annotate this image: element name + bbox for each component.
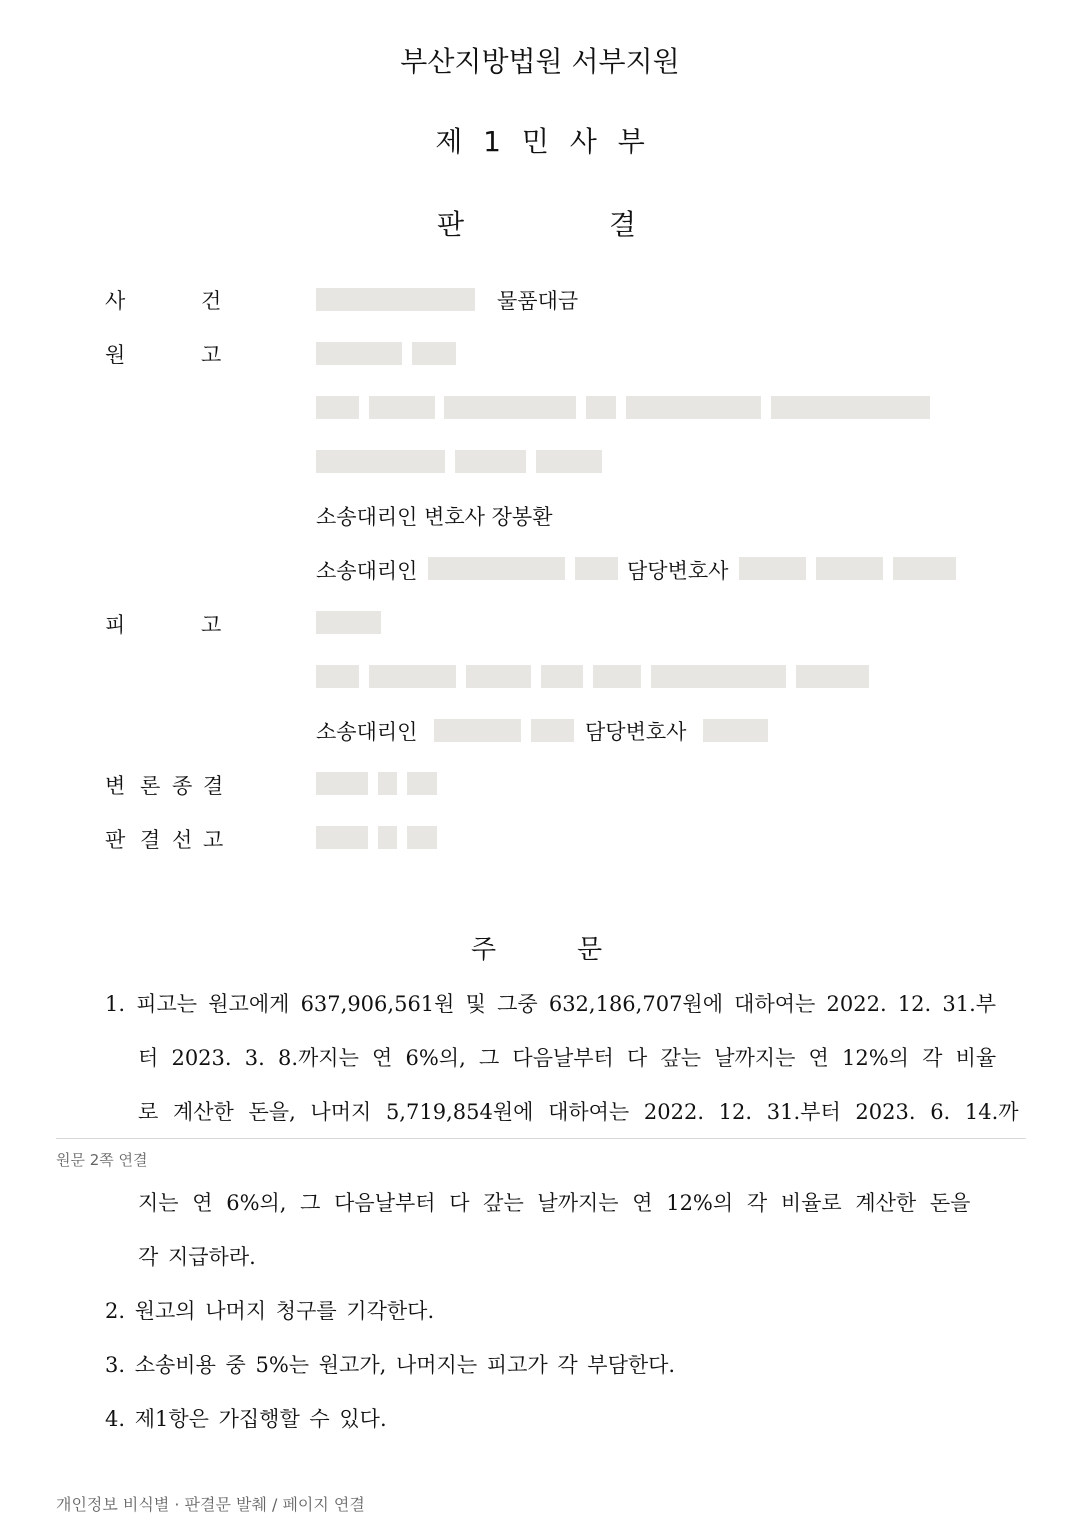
redaction-plaintiff-address xyxy=(316,396,359,419)
redaction-plaintiff-address xyxy=(369,396,435,419)
redaction-defendant-address xyxy=(316,665,359,688)
redaction-law-firm xyxy=(575,557,618,580)
redaction-closing-date xyxy=(316,772,368,795)
redaction-defendant-address xyxy=(796,665,869,688)
redaction-plaintiff-address xyxy=(626,396,761,419)
redaction-closing-date xyxy=(378,772,397,795)
order-item-4: 4. 제1항은 가집행할 수 있다. xyxy=(105,1407,387,1431)
redaction-plaintiff-name xyxy=(412,342,456,365)
redaction-plaintiff-address xyxy=(444,396,576,419)
plaintiff-counsel-2-prefix: 소송대리인 xyxy=(316,559,418,583)
redaction-plaintiff-name xyxy=(316,342,402,365)
court-name: 부산지방법원 서부지원 xyxy=(400,45,680,78)
defendant-counsel-prefix: 소송대리인 xyxy=(316,720,418,744)
redaction-case-number xyxy=(316,288,475,311)
redaction-lead-counsel xyxy=(893,557,956,580)
page-break-note: 원문 2쪽 연결 xyxy=(56,1151,148,1169)
plaintiff-lead-counsel-label: 담당변호사 xyxy=(627,559,729,583)
order-item-1-line-4: 지는 연 6%의, 그 다음날부터 다 갚는 날까지는 연 12%의 각 비율로 계산한 돈을 xyxy=(138,1191,971,1215)
footer-note: 개인정보 비식별 · 판결문 발췌 / 페이지 연결 xyxy=(56,1495,365,1514)
order-item-3: 3. 소송비용 중 5%는 원고가, 나머지는 피고가 각 부담한다. xyxy=(105,1353,676,1377)
doc-title-left: 판 xyxy=(437,208,465,241)
redaction-plaintiff-address xyxy=(771,396,930,419)
redaction-defendant-firm xyxy=(434,719,521,742)
order-item-2: 2. 원고의 나머지 청구를 기각한다. xyxy=(105,1299,435,1323)
order-item-1-line-3: 로 계산한 돈을, 나머지 5,719,854원에 대하여는 2022. 12. 31.부터 2023. 6. 14.까 xyxy=(138,1100,1019,1124)
redaction-defendant-address xyxy=(369,665,456,688)
redaction-law-firm xyxy=(428,557,565,580)
redaction-defendant-address xyxy=(541,665,583,688)
redaction-defendant-lead xyxy=(703,719,768,742)
redaction-plaintiff-address xyxy=(316,450,445,473)
redaction-judgment-date xyxy=(378,826,397,849)
order-item-1-line-5: 각 지급하라. xyxy=(138,1245,256,1269)
division-name: 제 1 민 사 부 xyxy=(435,125,645,158)
order-item-1-line-2: 터 2023. 3. 8.까지는 연 6%의, 그 다음날부터 다 갚는 날까지는 연 12%의 각 비율 xyxy=(138,1046,997,1070)
redaction-lead-counsel xyxy=(816,557,883,580)
redaction-judgment-date xyxy=(407,826,437,849)
order-heading-right: 문 xyxy=(577,935,603,965)
plaintiff-counsel-1: 소송대리인 변호사 장봉환 xyxy=(316,505,553,529)
redaction-defendant-name xyxy=(316,611,381,634)
redaction-lead-counsel xyxy=(739,557,806,580)
redaction-defendant-address xyxy=(593,665,641,688)
redaction-defendant-address xyxy=(651,665,786,688)
redaction-defendant-address xyxy=(466,665,531,688)
redaction-plaintiff-address xyxy=(536,450,602,473)
defendant-lead-counsel-label: 담당변호사 xyxy=(585,720,687,744)
doc-title-right: 결 xyxy=(609,208,637,241)
redaction-closing-date xyxy=(407,772,437,795)
redaction-judgment-date xyxy=(316,826,368,849)
case-name: 물품대금 xyxy=(497,289,579,313)
redaction-plaintiff-address xyxy=(586,396,616,419)
page-break-line xyxy=(56,1138,1026,1139)
order-item-1-line-1: 1. 피고는 원고에게 637,906,561원 및 그중 632,186,707원에 대하여는 2022. 12. 31.부 xyxy=(105,992,997,1016)
order-heading-left: 주 xyxy=(471,935,497,965)
redaction-defendant-firm xyxy=(531,719,574,742)
redaction-plaintiff-address xyxy=(455,450,526,473)
